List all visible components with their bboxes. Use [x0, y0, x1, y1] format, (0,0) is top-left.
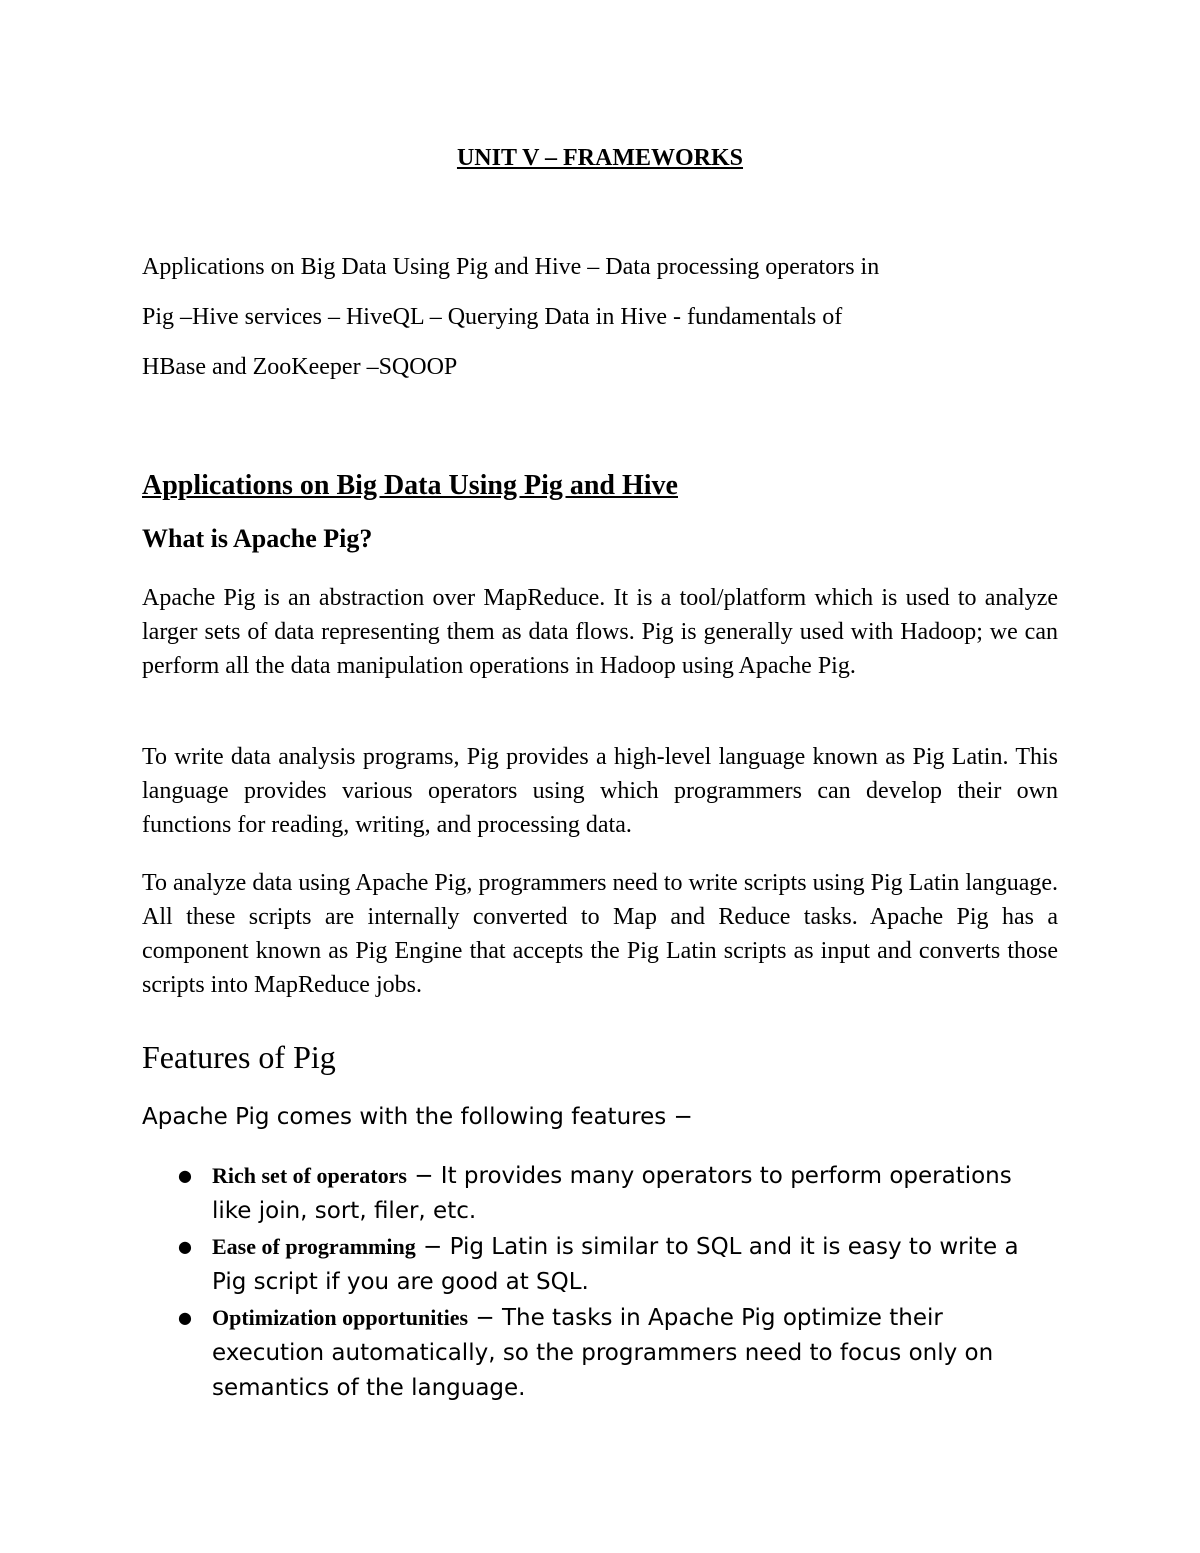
feature-description: − Pig Latin is similar to SQL and it is easy to write a Pig script if you are good at SQL.: [212, 1234, 1019, 1295]
list-item: [142, 1229, 1042, 1300]
question-heading: What is Apache Pig?: [142, 524, 373, 553]
bullet-icon: ●: [178, 1166, 192, 1185]
paragraph: To analyze data using Apache Pig, programmers need to write scripts using Pig Latin language. All these scripts are internally converted to Map and Reduce tasks. Apache Pig has a component known as Pig Engine that accepts the Pig Latin scripts as input and converts those scripts into MapReduce jobs.: [142, 870, 1058, 998]
syllabus-line: Pig –Hive services – HiveQL – Querying Data in Hive - fundamentals of: [142, 304, 843, 330]
unit-title: UNIT V – FRAMEWORKS: [456, 145, 744, 171]
bullet-icon: ●: [178, 1237, 192, 1256]
paragraph: To write data analysis programs, Pig provides a high-level language known as Pig Latin. This language provides various operators using which programmers can develop their own functions for reading, writing, and processing data.: [142, 744, 1058, 838]
syllabus-line: HBase and ZooKeeper –SQOOP: [142, 354, 458, 380]
paragraph: Apache Pig is an abstraction over MapReduce. It is a tool/platform which is used to analyze larger sets of data representing them as data flows. Pig is generally used with Hadoop; we can perform all the data manipulation operations in Hadoop using Apache Pig.: [142, 585, 1058, 679]
feature-description: − The tasks in Apache Pig optimize their execution automatically, so the programmers need to focus only on semantics of the language.: [212, 1305, 994, 1401]
feature-name: Rich set of operators: [212, 1163, 407, 1188]
features-intro: Apache Pig comes with the following features −: [142, 1104, 693, 1130]
feature-description: − It provides many operators to perform operations like join, sort, filer, etc.: [212, 1163, 1012, 1224]
list-item: [142, 1158, 1042, 1229]
syllabus-line: Applications on Big Data Using Pig and Hive – Data processing operators in: [142, 254, 880, 280]
list-item: [142, 1300, 1042, 1406]
section-heading: Applications on Big Data Using Pig and Hive: [142, 470, 678, 501]
feature-list: [142, 1158, 1042, 1406]
bullet-icon: ●: [178, 1308, 192, 1327]
feature-name: Ease of programming: [212, 1234, 416, 1259]
feature-name: Optimization opportunities: [212, 1305, 469, 1330]
syllabus-block: [142, 242, 1062, 392]
features-heading: Features of Pig: [142, 1039, 336, 1075]
